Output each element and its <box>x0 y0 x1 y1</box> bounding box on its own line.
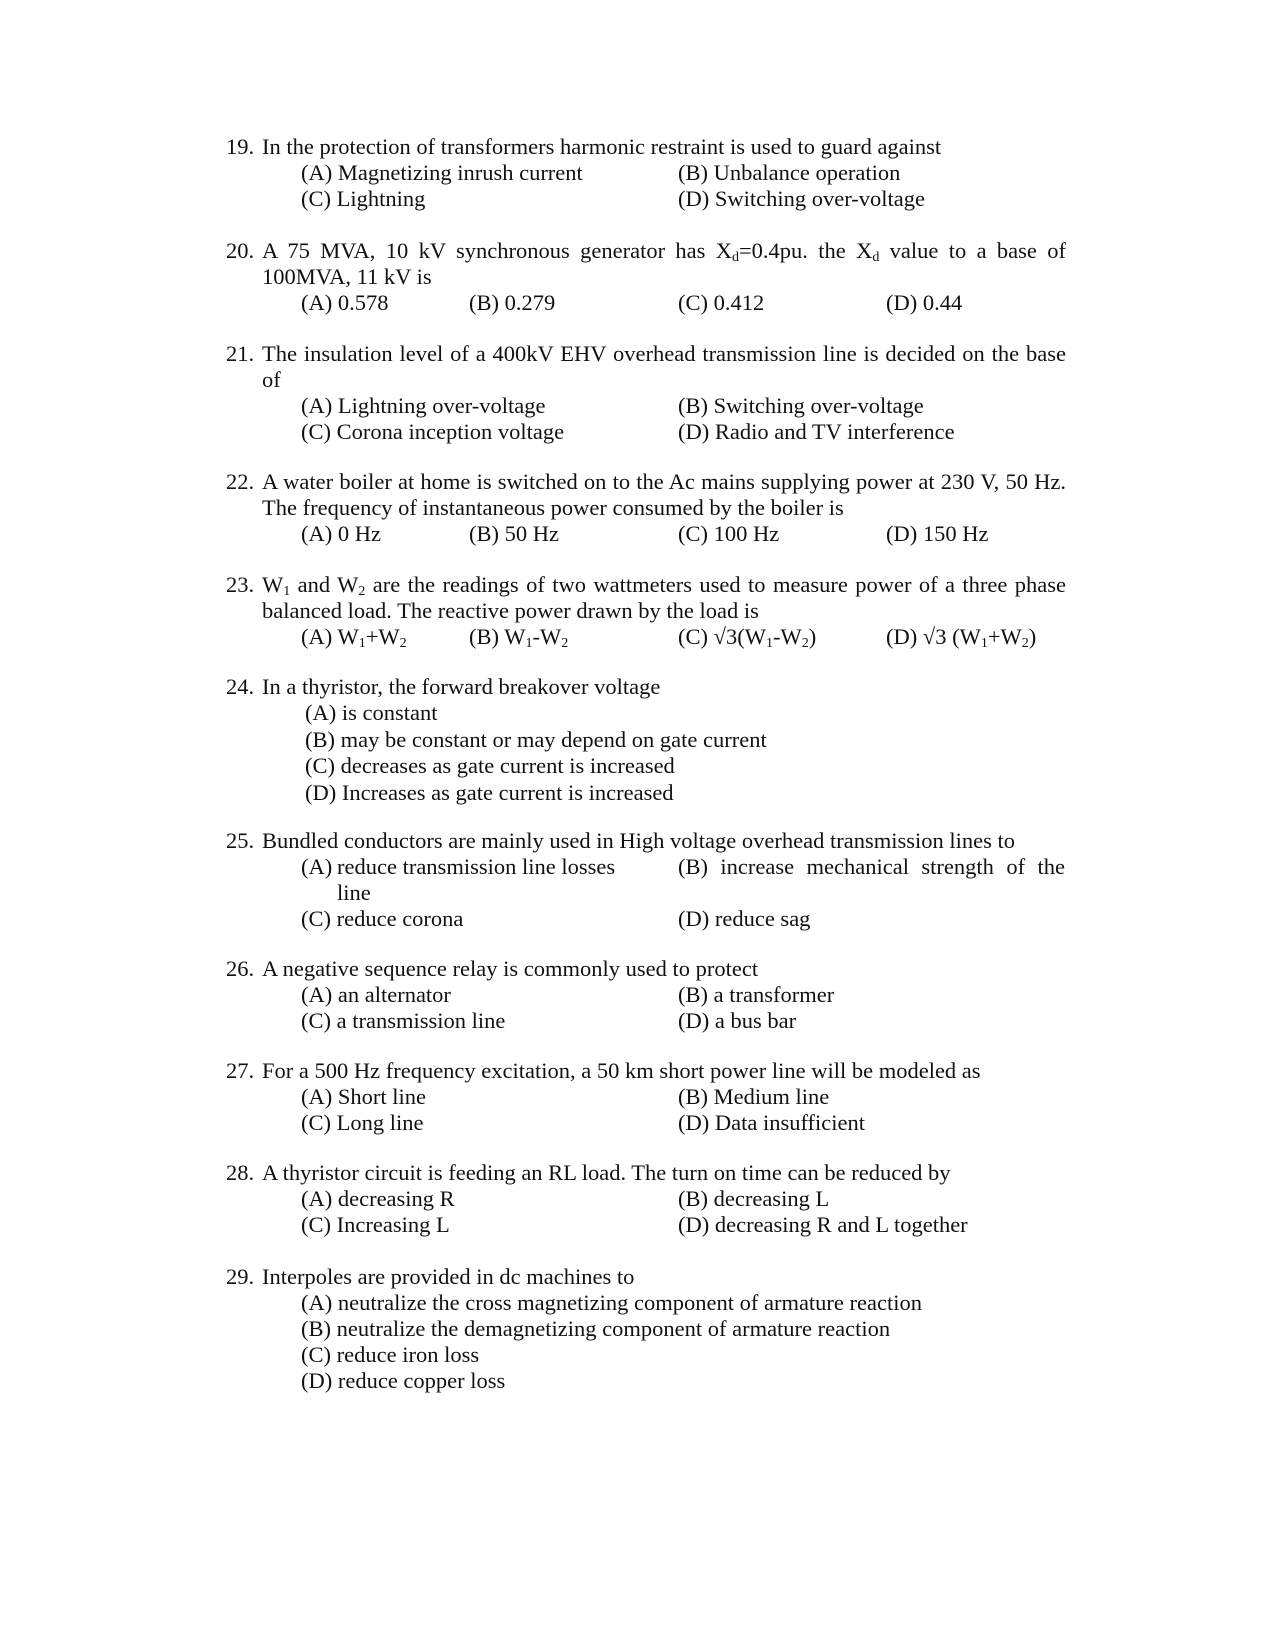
question-24 <box>226 674 1066 806</box>
question-stem <box>226 1264 1066 1290</box>
option-d: (D) reduce sag <box>678 906 811 931</box>
question-text: A 75 MVA, 10 kV synchronous generator has $X_d=0.4pu$. the $X_d$ value to a base of 100MVA, 11 kV is <box>262 238 1066 289</box>
option-a: (A) 0.578 <box>301 290 389 315</box>
option-a: (A) reduce transmission line losses line <box>301 854 616 905</box>
option-d: (D) Radio and TV interference <box>678 419 955 444</box>
option-c: (C) decreases as gate current is increased <box>305 753 675 779</box>
options <box>301 1084 1066 1136</box>
options <box>301 854 1066 932</box>
option-a: (A) is constant <box>305 700 438 725</box>
option-b: (B) a transformer <box>678 982 835 1007</box>
option-c: (C) Corona inception voltage <box>301 419 565 444</box>
question-text: Bundled conductors are mainly used in High voltage overhead transmission lines to <box>262 828 1015 853</box>
option-c: (C) Lightning <box>301 186 426 211</box>
option-c: (C) reduce iron loss <box>301 1342 480 1367</box>
option-c: (C) a transmission line <box>301 1008 506 1033</box>
option-b: (B) neutralize the demagnetizing component of armature reaction <box>301 1316 891 1341</box>
options <box>301 290 1066 316</box>
question-number: 19. <box>226 134 255 159</box>
options <box>301 521 1066 547</box>
option-c: (C) 100 Hz <box>678 521 780 546</box>
options <box>301 982 1066 1034</box>
question-25 <box>226 828 1066 932</box>
option-b: (B) Unbalance operation <box>678 160 901 185</box>
question-29 <box>226 1264 1066 1394</box>
options <box>305 700 1066 806</box>
question-number: 28. <box>226 1160 255 1185</box>
question-number: 24. <box>226 674 255 699</box>
option-b: (B) Medium line <box>678 1084 830 1109</box>
options <box>301 1290 1066 1394</box>
option-b: (B) Switching over-voltage <box>678 393 924 418</box>
question-stem <box>226 828 1066 854</box>
question-text: For a 500 Hz frequency excitation, a 50 km short power line will be modeled as <box>262 1058 981 1083</box>
option-d: (D) reduce copper loss <box>301 1368 506 1393</box>
option-b: (B) $W_1-W_2$ <box>469 624 569 651</box>
question-stem <box>226 238 1066 290</box>
question-stem <box>226 674 1066 700</box>
option-d: (D) Data insufficient <box>678 1110 866 1135</box>
option-a: (A) Magnetizing inrush current <box>301 160 583 185</box>
question-number: 29. <box>226 1264 255 1289</box>
question-23 <box>226 572 1066 650</box>
question-text: A negative sequence relay is commonly used to protect <box>262 956 759 981</box>
question-stem <box>226 956 1066 982</box>
option-d: (D) √3 $(W_1+W_2)$ <box>886 624 1037 651</box>
question-stem <box>226 1160 1066 1186</box>
question-text: Interpoles are provided in dc machines to <box>262 1264 635 1289</box>
option-d: (D) 0.44 <box>886 290 963 315</box>
question-stem <box>226 572 1066 624</box>
option-a: (A) Lightning over-voltage <box>301 393 546 418</box>
option-d: (D) Increases as gate current is increased <box>305 779 674 805</box>
option-c: (C) 0.412 <box>678 290 765 315</box>
option-b: (B) may be constant or may depend on gate current <box>305 726 767 752</box>
option-a: (A) decreasing R <box>301 1186 455 1211</box>
option-a: (A) neutralize the cross magnetizing component of armature reaction <box>301 1290 922 1315</box>
question-text: A thyristor circuit is feeding an RL load. The turn on time can be reduced by <box>262 1160 951 1185</box>
option-b: (B) increase mechanical strength of the <box>678 854 1065 879</box>
question-text: A water boiler at home is switched on to the Ac mains supplying power at 230 V, 50 Hz. The frequency of instantaneous power consumed by the boiler is <box>262 469 1066 520</box>
question-text: The insulation level of a 400kV EHV overhead transmission line is decided on the base of <box>262 341 1066 392</box>
option-d: (D) 150 Hz <box>886 521 989 546</box>
option-a: (A) an alternator <box>301 982 451 1007</box>
option-d: (D) a bus bar <box>678 1008 797 1033</box>
option-a: (A) $W_1+W_2$ <box>301 624 407 651</box>
option-c: (C) reduce corona <box>301 906 464 931</box>
options <box>301 160 1066 212</box>
question-number: 27. <box>226 1058 255 1083</box>
question-22 <box>226 469 1066 547</box>
question-26 <box>226 956 1066 1034</box>
options <box>301 1186 1066 1238</box>
question-number: 22. <box>226 469 255 494</box>
option-c: (C) $√3(W_1-W_2)$ <box>678 624 817 651</box>
question-text: In a thyristor, the forward breakover voltage <box>262 674 661 699</box>
options <box>301 624 1066 650</box>
question-number: 21. <box>226 341 255 366</box>
option-d: (D) Switching over-voltage <box>678 186 925 211</box>
option-c: (C) Increasing L <box>301 1212 450 1237</box>
question-19 <box>226 134 1066 212</box>
question-21 <box>226 341 1066 445</box>
option-a: (A) 0 Hz <box>301 521 381 546</box>
option-a: (A) Short line <box>301 1084 426 1109</box>
question-number: 25. <box>226 828 255 853</box>
option-b: (B) decreasing L <box>678 1186 830 1211</box>
question-text: In the protection of transformers harmonic restraint is used to guard against <box>262 134 942 159</box>
option-c: (C) Long line <box>301 1110 424 1135</box>
question-number: 23. <box>226 572 255 597</box>
question-27 <box>226 1058 1066 1136</box>
question-stem <box>226 134 1066 160</box>
question-stem <box>226 1058 1066 1084</box>
option-b: (B) 0.279 <box>469 290 556 315</box>
question-stem <box>226 341 1066 393</box>
option-d: (D) decreasing R and L together <box>678 1212 968 1237</box>
question-number: 26. <box>226 956 255 981</box>
question-28 <box>226 1160 1066 1238</box>
question-20 <box>226 238 1066 316</box>
question-text: $W_1$ and $W_2$ are the readings of two wattmeters used to measure power of a three phase balanced load. The reactive power drawn by the load is <box>262 572 1066 623</box>
question-number: 20. <box>226 238 255 263</box>
option-b: (B) 50 Hz <box>469 521 559 546</box>
question-stem <box>226 469 1066 521</box>
options <box>301 393 1066 445</box>
